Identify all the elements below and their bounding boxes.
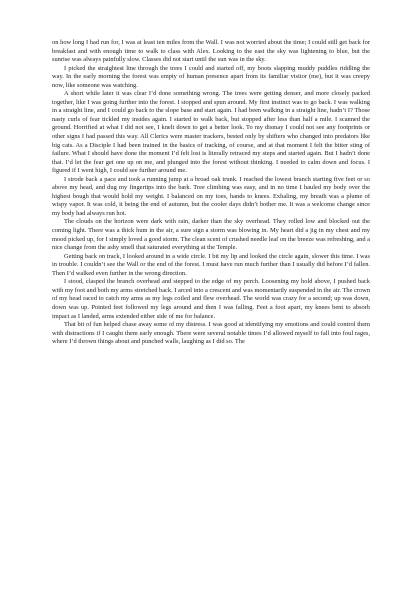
paragraph: I picked the straightest line through the trees I could and started off, my boots slapping muddy puddles riddling the way. In the early morning the forest was empty of human presence apart from its familiar visitor (me), but it was creepy now, like someone was watching.: [52, 64, 370, 89]
paragraph: I stood, clasped the branch overhead and stepped to the edge of my perch. Loosening my hold above, I pushed back with my foot and both my arms stretched back. I arced into a crescent and was momentarily suspended in the air. The crown of my head raced to catch my arms as my legs coiled and flew overhead. The world was crazy for a second; up was down, down was up. Pointed feet followed my legs around and then I was falling. Feet a foot apart, my knees bent to absorb impact as I landed, arms extended either side of me for balance.: [52, 278, 370, 320]
paragraph: I strode back a pace and took a running jump at a broad oak trunk. I reached the lowest branch starting five feet or so above my head, and dug my fingertips into the bark. Tree climbing was easy, and in no time I hauled my body over the highest bough that would hold my weight. I balanced on my toes, hands to knees. Exhaling, my breath was a plume of wispy vapor. It was cold, it being the end of autumn, but the cooler days didn’t bother me. It was a welcome change since my body had always run hot.: [52, 175, 370, 217]
paragraph: on how long I had run for, I was at least ten miles from the Wall. I was not worried about the time; I could still get back for breakfast and with enough time to walk to class with Alex. Looking to the east the sky was lightening to blue, but the sunrise was always painfully slow. Classes did not start until the sun was in the sky.: [52, 39, 370, 64]
paragraph: The clouds on the horizon were dark with rain, darker than the sky overhead. They rolled low and blocked out the coming light. There was a thick hum in the air, a sure sign a storm was blowing in. My heart did a jig in my chest and my mood picked up, for I simply loved a good storm. The clean scent of crushed needle leaf on the breeze was refreshing, and a nice change from the ashy smell that saturated everything at the Temple.: [52, 218, 370, 252]
body-text: [52, 39, 370, 347]
paragraph: A short while later it was clear I’d done something wrong. The trees were getting denser, and more closely packed together, like I was going further into the forest. I stopped and spun around. My first instinct was to go back. I was walking in a straight line, and I could go back to the slope base and start again. I had been walking in a straight line, hadn’t I? Those nasty curls of fear tickled my insides again. I started to walk back, but stopped after less than half a mile. I scanned the ground. Horrified at what I did not see, I knelt down to get a better look. To my dismay I could not see any footprints or other signs I had passed this way. All Clerics were master trackers, bested only by shifters who changed into predators like big cats. As a Disciple I had been trained in the basics of tracking, of course, and at that moment I felt the bitter sting of failure. What I should have done the moment I’d felt lost is literally retraced my steps and started again. But I hadn’t done that. I’d let the fear get one up on me, and plunged into the forest without thinking. I needed to calm down and focus. I figured if I went high, I could see further around me.: [52, 90, 370, 175]
paragraph: Getting back on track, I looked around in a wide circle. I bit my lip and looked the circle again, slower this time. I was in trouble. I couldn’t see the Wall or the end of the forest. I must have run much further than I usually did before I’d fallen. Then I’d walked even further in the wrong direction.: [52, 252, 370, 277]
paragraph: That bit of fun helped chase away some of my distress. I was good at identifying my emotions and could control them with distractions if I caught them early enough. There were several notable times I’d allowed myself to fall into foul rages, where I’d thrown things about and punched walls, laughing as I did so. The: [52, 321, 370, 346]
